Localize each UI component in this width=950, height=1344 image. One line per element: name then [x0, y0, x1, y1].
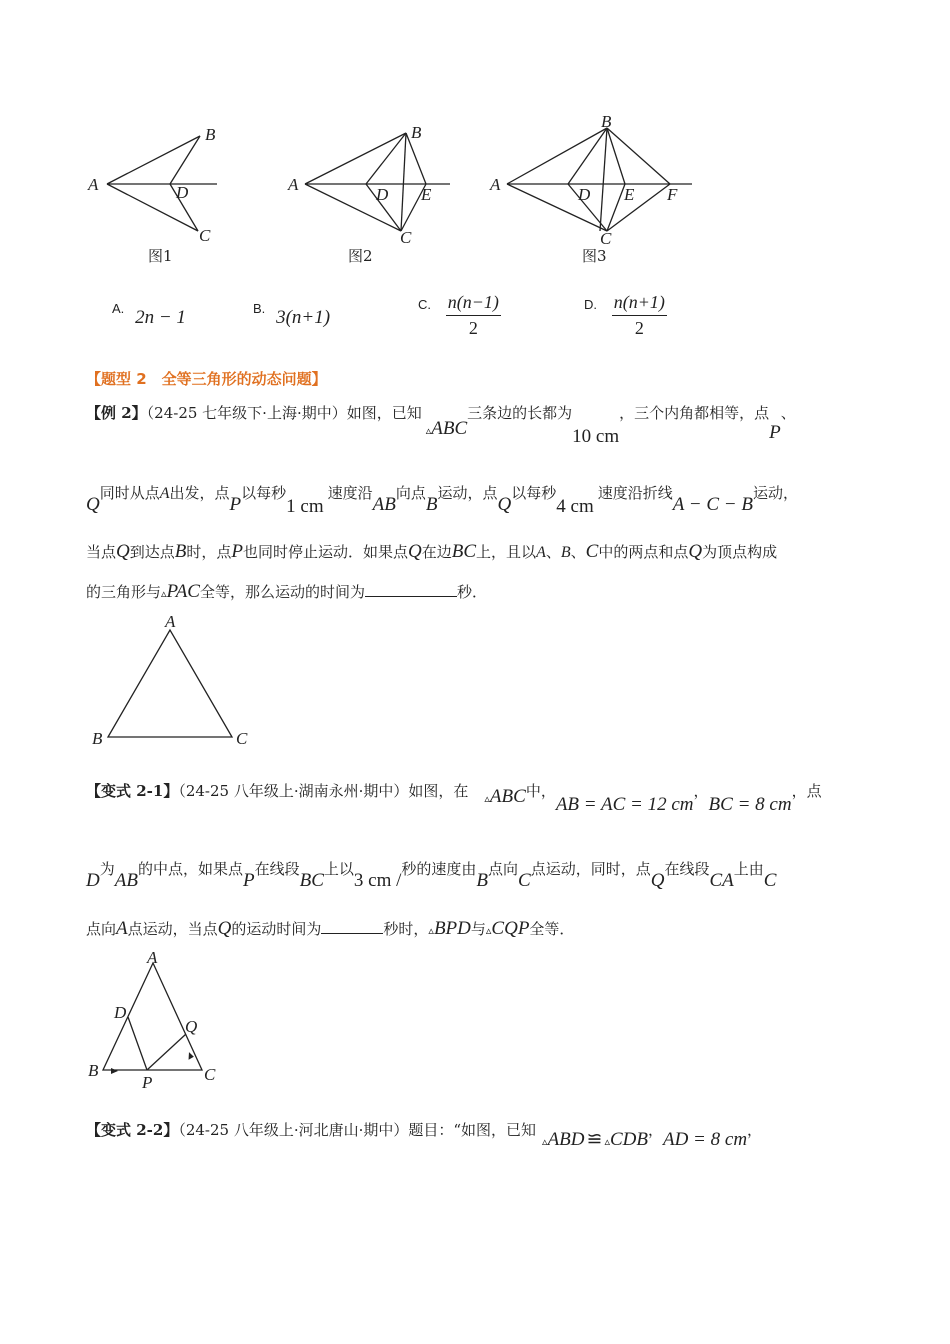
- var21-text: 上以: [323, 860, 354, 878]
- fig1-label-d: D: [176, 183, 189, 202]
- fig1-caption: 图1: [148, 247, 173, 265]
- ex2-point-q: Q: [688, 541, 703, 562]
- ex2-text: 同时从点: [99, 484, 160, 502]
- ex2-text: 、: [545, 543, 561, 561]
- ex2-length: 10 cm: [572, 426, 620, 447]
- ex2-abc: ABC: [431, 418, 468, 439]
- var21-line-1: [86, 780, 822, 815]
- ex2-point-q: Q: [116, 541, 130, 562]
- ex2-point-q: Q: [86, 494, 100, 515]
- var22-eq-ad: AD = 8 cm: [662, 1129, 748, 1150]
- triangle-icon: ▵: [425, 424, 432, 437]
- option-d-numerator: n(n+1): [612, 292, 667, 316]
- var21-bc: BC: [299, 870, 324, 891]
- ex2-text: 秒．: [457, 583, 488, 601]
- var21-text: 全等．: [529, 920, 575, 938]
- ex2-text: 以每秒: [241, 484, 287, 502]
- var21-text: 点向: [488, 860, 519, 878]
- ex2-text: 为顶点构成: [702, 543, 778, 561]
- var22-source: （24-25 八年级上·河北唐山·期中）题目：“如图，已知: [178, 1121, 537, 1139]
- var21-line-2: [86, 858, 777, 891]
- option-d[interactable]: [584, 292, 667, 339]
- ex2-fig-label-b: B: [92, 729, 103, 748]
- var21-point-b: B: [476, 870, 489, 891]
- ex2-figure: [88, 610, 258, 752]
- var22-tag: 【变式 2-2】: [86, 1121, 179, 1139]
- fig2-label-b: B: [411, 123, 422, 142]
- var21-point-c: C: [763, 870, 777, 891]
- ex2-text: 在边: [421, 543, 452, 561]
- fig2-label-e: E: [421, 185, 432, 204]
- triangle-icon: ▵: [161, 587, 167, 600]
- var21-text: ，: [693, 782, 709, 800]
- ex2-text: 时，点: [186, 543, 232, 561]
- ex2-text: 三条边的长都为: [467, 404, 573, 422]
- ex2-point-b: B: [174, 541, 187, 562]
- fig3-label-e: E: [624, 185, 635, 204]
- section-title: 【题型 2 全等三角形的动态问题】: [86, 370, 327, 388]
- var21-text: 点运动，同时，点: [530, 860, 651, 878]
- fig1-label-c: C: [199, 226, 211, 245]
- ex2-text: 速度沿: [327, 484, 373, 502]
- var21-text: 秒时，: [383, 920, 429, 938]
- ex2-point-a: A: [536, 544, 546, 561]
- figure-1: [80, 118, 250, 268]
- fig3-label-b: B: [601, 112, 612, 131]
- fig1-label-a: A: [88, 175, 99, 194]
- ex2-text: 、: [570, 543, 586, 561]
- var21-fig-label-p: P: [142, 1073, 153, 1092]
- ex2-line-3: [86, 541, 777, 563]
- ex2-text: ，三个内角都相等，点: [619, 404, 770, 422]
- var21-text: 的运动时间为: [231, 920, 322, 938]
- answer-blank[interactable]: [365, 582, 457, 597]
- ex2-text: 当点: [86, 543, 117, 561]
- var22-abd: ABD: [547, 1129, 585, 1150]
- ex2-line-4: [86, 581, 487, 603]
- ex2-tag: 【例 2】: [86, 404, 147, 422]
- option-a-expr: 2n − 1: [135, 307, 186, 328]
- var21-ca: CA: [709, 870, 734, 891]
- triangle-icon: ▵: [485, 924, 492, 937]
- option-c-label: C.: [418, 297, 431, 312]
- fig3-label-d: D: [578, 185, 591, 204]
- var21-ab: AB: [114, 870, 138, 891]
- var21-text: 上由: [733, 860, 764, 878]
- triangle-icon: ▵: [484, 792, 490, 805]
- var21-text: 在线段: [254, 860, 300, 878]
- var21-text: 中，: [525, 782, 556, 800]
- ex2-fig-label-a: A: [165, 612, 176, 631]
- var21-line-3: [86, 918, 574, 940]
- ex2-text: 的三角形与: [86, 583, 162, 601]
- figure-3: [482, 108, 712, 268]
- var21-cqp: CQP: [491, 918, 530, 939]
- var21-figure: [84, 950, 224, 1092]
- var21-fig-label-b: B: [88, 1061, 99, 1080]
- fig3-label-f: F: [667, 185, 678, 204]
- ex2-text: 以每秒: [511, 484, 557, 502]
- option-b-expr: 3(n+1): [276, 307, 331, 328]
- option-a[interactable]: [112, 297, 186, 328]
- fig3-label-c: C: [600, 229, 612, 248]
- ex2-ab: AB: [372, 494, 396, 515]
- var21-source: （24-25 八年级上·湖南永州·期中）如图，在: [178, 782, 469, 800]
- var21-text: 的中点，如果点: [137, 860, 243, 878]
- var21-fig-label-c: C: [204, 1065, 216, 1084]
- var22-text: ，: [747, 1121, 763, 1139]
- ex2-line-1: [86, 402, 796, 447]
- fig2-label-d: D: [376, 185, 389, 204]
- ex2-text: 中的两点和点: [598, 543, 689, 561]
- ex2-text: 运动，点: [437, 484, 498, 502]
- var21-eq-bc: BC = 8 cm: [708, 794, 792, 815]
- fig1-label-b: B: [205, 125, 216, 144]
- ex2-speed-q: 4 cm: [556, 496, 594, 517]
- ex2-point-p: P: [229, 494, 242, 515]
- var22-cdb: CDB: [609, 1129, 648, 1150]
- ex2-text: 全等，那么运动的时间为: [199, 583, 365, 601]
- fig3-label-a: A: [490, 175, 501, 194]
- answer-blank[interactable]: [321, 919, 383, 934]
- var21-text: 为: [99, 860, 115, 878]
- var22-text: ，: [647, 1121, 663, 1139]
- var21-point-q: Q: [217, 918, 232, 939]
- var21-text: 点向: [86, 920, 117, 938]
- ex2-line-2: [86, 482, 798, 517]
- ex2-text: 也同时停止运动．如果点: [243, 543, 409, 561]
- ex2-bc: BC: [451, 541, 477, 562]
- var21-bpd: BPD: [433, 918, 471, 939]
- fig2-label-c: C: [400, 228, 412, 247]
- var21-text: 点运动，当点: [127, 920, 218, 938]
- option-d-denominator: 2: [634, 318, 644, 338]
- ex2-speed-p: 1 cm: [286, 496, 324, 517]
- var21-text: 秒的速度由: [401, 860, 477, 878]
- var21-point-q: Q: [650, 870, 665, 891]
- ex2-point-c: C: [585, 541, 599, 562]
- option-b[interactable]: [253, 297, 331, 328]
- ex2-source: （24-25 七年级下·上海·期中）如图，已知: [146, 404, 422, 422]
- triangle-icon: ▵: [542, 1135, 548, 1148]
- var21-point-d: D: [86, 870, 100, 891]
- ex2-text: 、: [780, 404, 796, 422]
- var21-tag: 【变式 2-1】: [86, 782, 179, 800]
- ex2-point-p: P: [231, 541, 243, 562]
- ex2-text: 到达点: [129, 543, 175, 561]
- ex2-point-b: B: [560, 544, 571, 561]
- ex2-text: 出发，点: [169, 484, 230, 502]
- ex2-point-q: Q: [497, 494, 512, 515]
- ex2-text: 向点: [395, 484, 426, 502]
- fig2-label-a: A: [288, 175, 299, 194]
- ex2-text: 上，且以: [476, 543, 537, 561]
- option-c-numerator: n(n−1): [446, 292, 501, 316]
- var21-point-c: C: [518, 870, 531, 891]
- var21-fig-label-q: Q: [185, 1017, 198, 1036]
- var21-text: 在线段: [664, 860, 710, 878]
- option-d-label: D.: [584, 297, 597, 312]
- option-b-label: B.: [253, 301, 266, 316]
- var21-fig-label-d: D: [114, 1003, 127, 1022]
- fig3-caption: 图3: [582, 247, 607, 265]
- var21-text: ，点: [791, 782, 822, 800]
- option-c[interactable]: [418, 292, 501, 339]
- fig2-caption: 图2: [348, 247, 373, 265]
- option-a-label: A.: [112, 301, 125, 316]
- ex2-point-a: A: [159, 485, 170, 502]
- var21-point-a: A: [116, 918, 128, 939]
- var21-eq-ab-ac: AB = AC = 12 cm: [555, 794, 694, 815]
- var21-speed: 3 cm /: [353, 870, 402, 891]
- ex2-text: 速度沿折线: [597, 484, 673, 502]
- ex2-path: A − C − B: [672, 494, 753, 515]
- ex2-point-p: P: [769, 422, 781, 443]
- congruent-symbol: ≌: [586, 1129, 603, 1150]
- triangle-icon: ▵: [604, 1135, 610, 1148]
- ex2-text: 运动，: [752, 484, 798, 502]
- var21-point-p: P: [242, 870, 255, 891]
- ex2-fig-label-c: C: [236, 729, 248, 748]
- ex2-point-q: Q: [408, 541, 422, 562]
- var21-text: 与: [470, 920, 486, 938]
- option-c-denominator: 2: [468, 318, 478, 338]
- ex2-pac: PAC: [166, 581, 200, 602]
- var22-line-1: [86, 1118, 763, 1150]
- figure-2: [283, 118, 463, 268]
- ex2-point-b: B: [425, 494, 438, 515]
- var21-fig-label-a: A: [147, 950, 158, 967]
- var21-abc: ABC: [489, 786, 526, 807]
- triangle-icon: ▵: [428, 924, 434, 937]
